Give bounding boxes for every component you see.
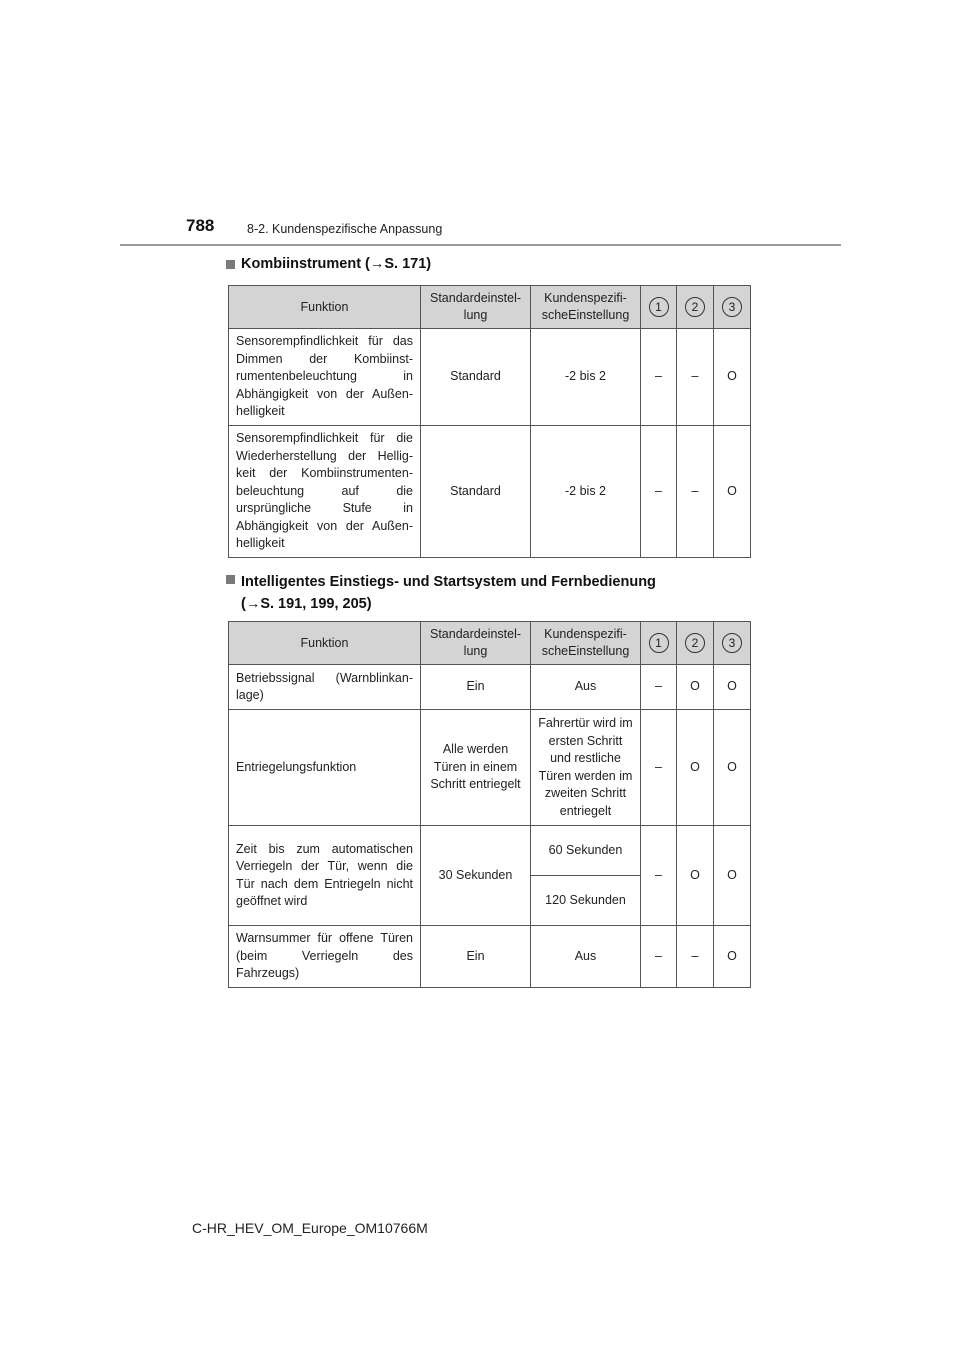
section-heading-kombiinstrument (226, 256, 431, 272)
cell-col1: – (641, 826, 677, 926)
column-header-custom: Kundenspezifi- scheEinstellung (531, 286, 641, 329)
circled-1-icon: 1 (649, 633, 669, 653)
square-bullet-icon (226, 575, 235, 584)
square-bullet-icon (226, 260, 235, 269)
cell-default: 30 Sekunden (421, 826, 531, 926)
table-row (229, 926, 751, 988)
cell-function: Entriegelungsfunktion (229, 710, 421, 826)
cell-col2: O (677, 665, 714, 710)
cell-default: Ein (421, 926, 531, 988)
cell-default: Alle werden Türen in einem Schritt entriegelt (421, 710, 531, 826)
cell-col3: O (714, 426, 751, 558)
table-row (229, 826, 751, 876)
table-header-row (229, 622, 751, 665)
cell-col1: – (641, 329, 677, 426)
cell-col3: O (714, 926, 751, 988)
section-title: Intelligentes Einstiegs- und Startsystem und Fernbedienung (241, 574, 656, 590)
cell-default: Ein (421, 665, 531, 710)
cell-function: Betriebssignal (Warnblinkan-lage) (229, 665, 421, 710)
column-header-2 (677, 622, 714, 665)
cell-function: Zeit bis zum automatischen Verriegeln der Tür, wenn die Tür nach dem Entriegeln nicht geöffnet wird (229, 826, 421, 926)
header-divider (120, 244, 841, 246)
table-header-row (229, 286, 751, 329)
circled-2-icon: 2 (685, 633, 705, 653)
circled-1-icon: 1 (649, 297, 669, 317)
circled-3-icon: 3 (722, 297, 742, 317)
cell-function: Warnsummer für offene Türen (beim Verriegeln des Fahrzeugs) (229, 926, 421, 988)
column-header-3 (714, 286, 751, 329)
page-reference: →S. 171) (369, 256, 432, 272)
cell-col1: – (641, 710, 677, 826)
cell-col1: – (641, 926, 677, 988)
cell-col2: – (677, 426, 714, 558)
section-heading-einstiegssystem (226, 571, 656, 615)
column-header-standard: Standardeinstel- lung (421, 622, 531, 665)
cell-custom: -2 bis 2 (531, 426, 641, 558)
cell-function: Sensorempfindlichkeit für das Dimmen der Kombiinst-rumentenbeleuchtung in Abhängigkeit von der Außen-helligkeit (229, 329, 421, 426)
column-header-funktion: Funktion (229, 622, 421, 665)
column-header-2 (677, 286, 714, 329)
document-id: C-HR_HEV_OM_Europe_OM10766M (192, 1220, 428, 1236)
cell-default: Standard (421, 426, 531, 558)
cell-col3: O (714, 710, 751, 826)
chapter-title: 8-2. Kundenspezifische Anpassung (247, 222, 443, 236)
table-row (229, 329, 751, 426)
cell-function: Sensorempfindlichkeit für die Wiederherstellung der Hellig-keit der Kombiinstrumenten-beleuchtung auf die ursprüngliche Stufe in Abhängigkeit von der Außen-helligkeit (229, 426, 421, 558)
cell-custom: Aus (531, 926, 641, 988)
section-title: Kombiinstrument ( (241, 256, 370, 272)
column-header-funktion: Funktion (229, 286, 421, 329)
cell-col2: O (677, 710, 714, 826)
page-number: 788 (186, 216, 215, 235)
table-row (229, 710, 751, 826)
column-header-3 (714, 622, 751, 665)
page-reference: (→S. 191, 199, 205) (241, 596, 372, 612)
cell-col3: O (714, 826, 751, 926)
cell-custom: Fahrertür wird im ersten Schritt und restliche Türen werden im zweiten Schritt entriegelt (531, 710, 641, 826)
circled-2-icon: 2 (685, 297, 705, 317)
column-header-1 (641, 286, 677, 329)
cell-col1: – (641, 665, 677, 710)
cell-custom-b: 120 Sekunden (531, 876, 641, 926)
cell-custom-a: 60 Sekunden (531, 826, 641, 876)
circled-3-icon: 3 (722, 633, 742, 653)
column-header-custom: Kundenspezifi- scheEinstellung (531, 622, 641, 665)
cell-col3: O (714, 665, 751, 710)
settings-table-kombiinstrument (228, 285, 751, 558)
column-header-standard: Standardeinstel- lung (421, 286, 531, 329)
cell-col2: – (677, 329, 714, 426)
cell-col2: – (677, 926, 714, 988)
settings-table-einstiegssystem (228, 621, 751, 988)
cell-custom: Aus (531, 665, 641, 710)
table-row (229, 665, 751, 710)
column-header-1 (641, 622, 677, 665)
cell-default: Standard (421, 329, 531, 426)
cell-col3: O (714, 329, 751, 426)
cell-col2: O (677, 826, 714, 926)
cell-col1: – (641, 426, 677, 558)
cell-custom: -2 bis 2 (531, 329, 641, 426)
table-row (229, 426, 751, 558)
